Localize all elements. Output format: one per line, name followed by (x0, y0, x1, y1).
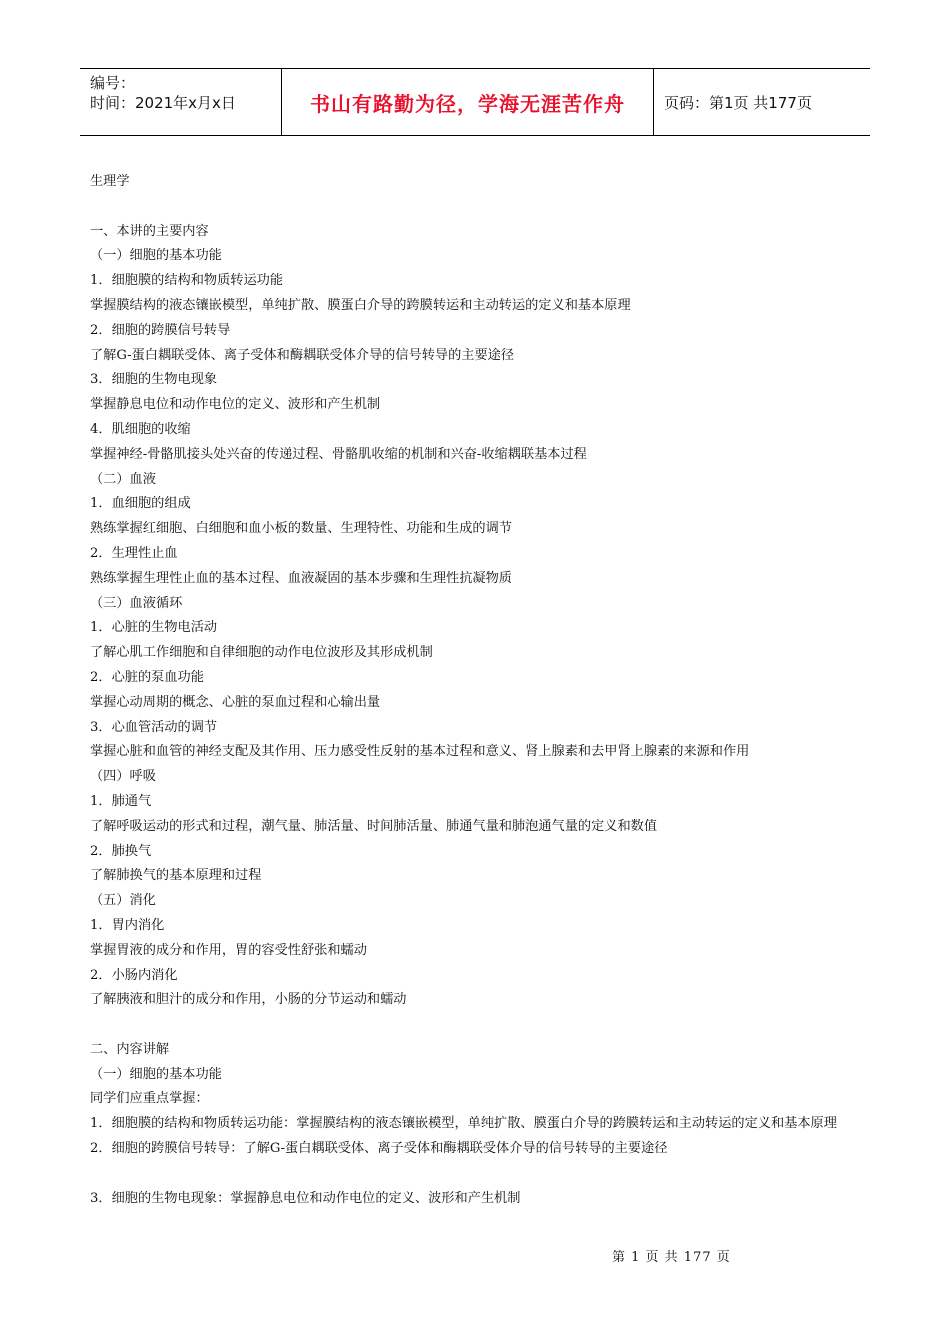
item-desc: 了解胰液和胆汁的成分和作用，小肠的分节运动和蠕动 (90, 992, 407, 1008)
header-page-label: 页码：第1页 共177页 (664, 93, 812, 112)
doc-title: 生理学 (90, 174, 130, 189)
paragraph: 3．细胞的生物电现象：掌握静息电位和动作电位的定义、波形和产生机制 (90, 1190, 521, 1206)
subsection-title: （二）血液 (90, 471, 156, 487)
item-desc: 了解呼吸运动的形式和过程，潮气量、肺活量、时间肺活量、肺通气量和肺泡通气量的定义和数值 (90, 818, 658, 834)
item-desc: 熟练掌握红细胞、白细胞和血小板的数量、生理特性、功能和生成的调节 (90, 521, 512, 537)
subsection-title: （一）细胞的基本功能 (90, 1066, 222, 1082)
doc-date-label: 时间：2021年x月x日 (90, 94, 236, 112)
header-meta (80, 69, 282, 135)
item-title: 1．血细胞的组成 (90, 496, 191, 512)
item-desc: 了解肺换气的基本原理和过程 (90, 868, 262, 884)
subsection-title: （四）呼吸 (90, 769, 156, 785)
section-heading-1: 一、本讲的主要内容 (90, 223, 209, 239)
item-title: 3．细胞的生物电现象 (90, 372, 218, 388)
item-title: 4．肌细胞的收缩 (90, 421, 191, 437)
paragraph: 1．细胞膜的结构和物质转运功能：掌握膜结构的液态镶嵌模型，单纯扩散、膜蛋白介导的跨膜转运和主动转运的定义和基本原理 (90, 1116, 837, 1132)
item-desc: 掌握胃液的成分和作用，胃的容受性舒张和蠕动 (90, 942, 367, 958)
paragraph: 2．细胞的跨膜信号转导：了解G-蛋白耦联受体、离子受体和酶耦联受体介导的信号转导的主要途径 (90, 1141, 668, 1157)
item-desc: 掌握心脏和血管的神经支配及其作用、压力感受性反射的基本过程和意义、肾上腺素和去甲肾上腺素的来源和作用 (90, 744, 750, 760)
header-motto-cell (282, 69, 654, 135)
header-page-cell (654, 69, 870, 135)
page-footer: 第 1 页 共 177 页 (612, 1250, 731, 1265)
document-body (90, 170, 865, 1211)
spacer (90, 1013, 865, 1038)
item-title: 3．心血管活动的调节 (90, 719, 218, 735)
item-desc: 掌握膜结构的液态镶嵌模型，单纯扩散、膜蛋白介导的跨膜转运和主动转运的定义和基本原理 (90, 297, 631, 313)
item-title: 2．细胞的跨膜信号转导 (90, 322, 231, 338)
header-motto: 书山有路勤为径，学海无涯苦作舟 (310, 91, 625, 116)
item-desc: 了解心肌工作细胞和自律细胞的动作电位波形及其形成机制 (90, 645, 433, 661)
section-heading-2: 二、内容讲解 (90, 1041, 170, 1057)
item-title: 1．心脏的生物电活动 (90, 620, 218, 636)
item-title: 2．小肠内消化 (90, 967, 178, 983)
item-title: 1．细胞膜的结构和物质转运功能 (90, 273, 284, 289)
subsection-title: （五）消化 (90, 893, 156, 909)
spacer (90, 1162, 865, 1187)
item-desc: 掌握神经-骨骼肌接头处兴奋的传递过程、骨骼肌收缩的机制和兴奋-收缩耦联基本过程 (90, 446, 587, 462)
item-title: 2．心脏的泵血功能 (90, 669, 204, 685)
subsection-title: （一）细胞的基本功能 (90, 248, 222, 264)
item-desc: 掌握心动周期的概念、心脏的泵血过程和心输出量 (90, 694, 381, 710)
item-title: 2．肺换气 (90, 843, 152, 859)
item-desc: 熟练掌握生理性止血的基本过程、血液凝固的基本步骤和生理性抗凝物质 (90, 570, 512, 586)
page-header (80, 68, 870, 136)
item-desc: 掌握静息电位和动作电位的定义、波形和产生机制 (90, 397, 381, 413)
doc-number-label: 编号： (90, 74, 136, 92)
item-title: 1．肺通气 (90, 793, 152, 809)
item-title: 2．生理性止血 (90, 545, 178, 561)
spacer (90, 195, 865, 220)
item-title: 1．胃内消化 (90, 917, 165, 933)
subsection-title: （三）血液循环 (90, 595, 183, 611)
item-desc: 了解G-蛋白耦联受体、离子受体和酶耦联受体介导的信号转导的主要途径 (90, 347, 515, 363)
intro-text: 同学们应重点掌握： (90, 1091, 209, 1107)
